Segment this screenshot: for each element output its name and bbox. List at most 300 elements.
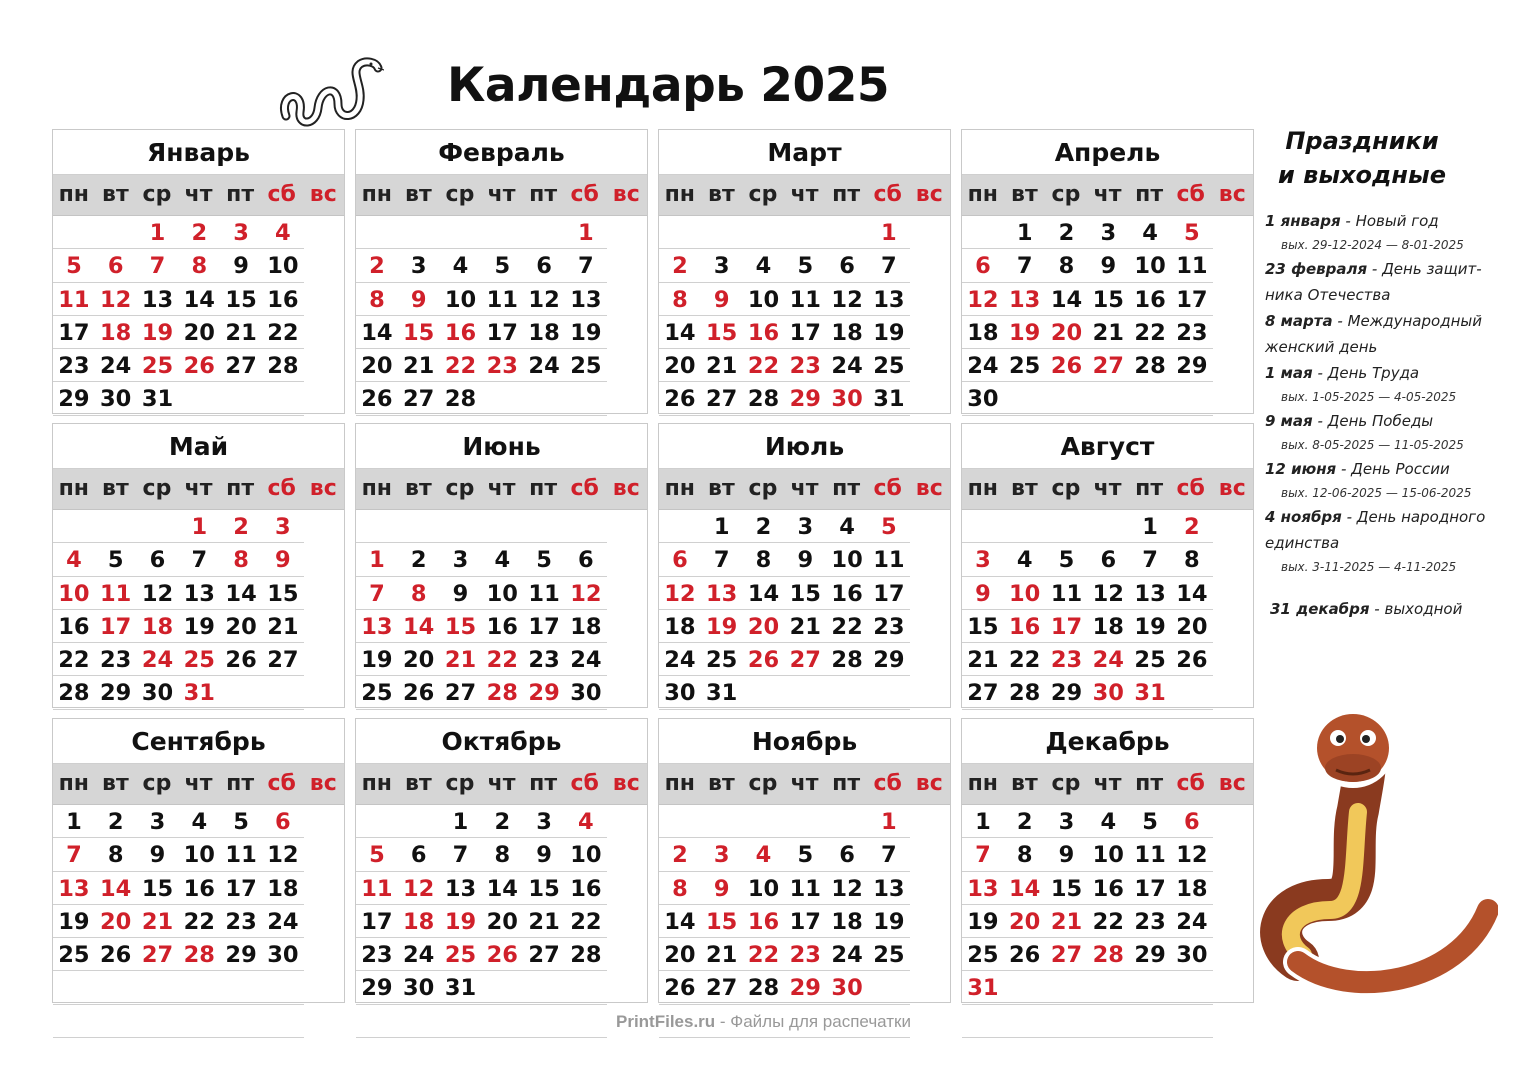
day-cell: 20: [178, 316, 220, 349]
snake-cartoon-icon: [1258, 700, 1498, 1000]
weekday-label: пн: [58, 771, 89, 796]
day-cell: [1087, 971, 1129, 1004]
day-cell: 17: [356, 905, 398, 938]
day-cell: 7: [1004, 249, 1046, 282]
day-cell: 2: [1171, 510, 1213, 543]
day-cell: 2: [659, 249, 701, 282]
day-cell: 23: [1171, 316, 1213, 349]
day-cell: [1129, 971, 1171, 1004]
day-cell: 16: [1087, 872, 1129, 905]
holiday-name-cont: единства: [1265, 534, 1340, 552]
weekday-label: вт: [102, 476, 129, 501]
day-cell: 9: [1046, 838, 1088, 871]
weekday-label: вс: [915, 182, 943, 207]
day-cell: 25: [137, 349, 179, 382]
day-cell: 4: [1129, 216, 1171, 249]
day-cell: [962, 216, 1004, 249]
day-cell: 3: [1087, 216, 1129, 249]
day-cell: 10: [1087, 838, 1129, 871]
day-cell: 12: [826, 283, 868, 316]
holiday-days-off: вых. 29-12-2024 — 8-01-2025: [1281, 238, 1464, 252]
day-cell: 25: [868, 938, 910, 971]
day-cell: 16: [53, 610, 95, 643]
day-cell: 2: [1004, 805, 1046, 838]
day-cell: 28: [53, 676, 95, 709]
weekday-label: пт: [1135, 182, 1164, 207]
day-cell: 6: [1087, 543, 1129, 576]
day-cell: 15: [784, 577, 826, 610]
weekday-label: ср: [748, 771, 778, 796]
day-cell: [1087, 510, 1129, 543]
day-cell: 28: [743, 971, 785, 1004]
day-cell: 14: [356, 316, 398, 349]
day-cell: 8: [1171, 543, 1213, 576]
day-cell: 28: [1087, 938, 1129, 971]
month-block: [52, 718, 345, 1003]
day-cell: 11: [523, 577, 565, 610]
day-cell: [565, 382, 607, 415]
day-cell: 29: [356, 971, 398, 1004]
day-cell: 22: [262, 316, 304, 349]
weekday-label: ср: [142, 476, 172, 501]
day-cell: [1004, 382, 1046, 415]
weekday-label: чт: [184, 771, 213, 796]
day-cell: [868, 971, 910, 1004]
day-cell: 8: [659, 872, 701, 905]
day-cell: 12: [1087, 577, 1129, 610]
day-cell: 1: [178, 510, 220, 543]
day-cell: 27: [440, 676, 482, 709]
day-cell: 28: [743, 382, 785, 415]
days-grid: [962, 805, 1253, 1038]
day-cell: 30: [962, 382, 1004, 415]
day-cell: 18: [523, 316, 565, 349]
day-cell: 26: [1171, 643, 1213, 676]
day-cell: 28: [1004, 676, 1046, 709]
day-cell: 17: [220, 872, 262, 905]
weekday-label: вс: [309, 771, 337, 796]
month-title: Июль: [659, 424, 950, 469]
day-cell: [53, 971, 95, 1004]
holiday-date: 4 ноября: [1265, 508, 1342, 526]
weekday-label: сб: [267, 476, 296, 501]
weekday-label: пн: [967, 771, 998, 796]
day-cell: 22: [565, 905, 607, 938]
day-cell: 18: [137, 610, 179, 643]
weekday-label: пт: [529, 182, 558, 207]
day-cell: 29: [868, 643, 910, 676]
day-cell: [398, 510, 440, 543]
day-cell: 5: [868, 510, 910, 543]
day-cell: 25: [868, 349, 910, 382]
day-cell: 15: [220, 283, 262, 316]
day-cell: 13: [868, 283, 910, 316]
day-cell: 24: [1171, 905, 1213, 938]
day-cell: 5: [95, 543, 137, 576]
day-cell: [53, 216, 95, 249]
day-cell: [523, 971, 565, 1004]
day-cell: 15: [440, 610, 482, 643]
day-cell: 7: [53, 838, 95, 871]
weekday-label: вт: [708, 771, 735, 796]
holiday-name-cont: женский день: [1265, 338, 1378, 356]
day-cell: [481, 216, 523, 249]
day-cell: 13: [962, 872, 1004, 905]
footer: [0, 1012, 1527, 1032]
weekday-label: пт: [832, 476, 861, 501]
day-cell: 7: [701, 543, 743, 576]
day-cell: 13: [137, 283, 179, 316]
day-cell: 21: [523, 905, 565, 938]
day-cell: 2: [178, 216, 220, 249]
day-cell: 25: [356, 676, 398, 709]
weekday-label: пт: [529, 771, 558, 796]
day-cell: 3: [262, 510, 304, 543]
day-cell: 13: [356, 610, 398, 643]
day-cell: 5: [1129, 805, 1171, 838]
day-cell: 26: [220, 643, 262, 676]
day-cell: 20: [743, 610, 785, 643]
weekday-label: сб: [1176, 771, 1205, 796]
day-cell: [1046, 510, 1088, 543]
day-cell: 27: [220, 349, 262, 382]
day-cell: 20: [398, 643, 440, 676]
day-cell: 12: [398, 872, 440, 905]
day-cell: 9: [398, 283, 440, 316]
month-block: [52, 423, 345, 708]
day-cell: 27: [701, 971, 743, 1004]
day-cell: 24: [398, 938, 440, 971]
weekday-row: [356, 175, 647, 216]
day-cell: 20: [220, 610, 262, 643]
day-cell: [565, 510, 607, 543]
day-cell: 22: [743, 349, 785, 382]
day-cell: 12: [262, 838, 304, 871]
day-cell: 14: [659, 905, 701, 938]
day-cell: 30: [826, 971, 868, 1004]
day-cell: 23: [481, 349, 523, 382]
day-cell: 26: [95, 938, 137, 971]
day-cell: 12: [659, 577, 701, 610]
day-cell: 24: [523, 349, 565, 382]
day-cell: 7: [868, 249, 910, 282]
day-cell: 11: [868, 543, 910, 576]
day-cell: 5: [784, 249, 826, 282]
day-cell: 21: [962, 643, 1004, 676]
day-cell: 14: [1171, 577, 1213, 610]
day-cell: 30: [826, 382, 868, 415]
day-cell: 9: [220, 249, 262, 282]
weekday-label: вс: [1218, 771, 1246, 796]
day-cell: 21: [137, 905, 179, 938]
day-cell: 6: [659, 543, 701, 576]
weekday-label: пт: [1135, 476, 1164, 501]
day-cell: 27: [962, 676, 1004, 709]
holiday-item: 12 июня - День России: [1265, 460, 1450, 478]
day-cell: 26: [178, 349, 220, 382]
day-cell: 19: [356, 643, 398, 676]
footer-site[interactable]: PrintFiles.ru: [616, 1012, 716, 1031]
day-cell: 18: [826, 316, 868, 349]
day-cell: 6: [1171, 805, 1213, 838]
day-cell: 27: [398, 382, 440, 415]
day-cell: 10: [440, 283, 482, 316]
day-cell: 1: [701, 510, 743, 543]
day-cell: 3: [784, 510, 826, 543]
days-grid: [53, 805, 344, 1038]
day-cell: 30: [137, 676, 179, 709]
day-cell: 8: [178, 249, 220, 282]
day-cell: 2: [743, 510, 785, 543]
day-cell: [1171, 382, 1213, 415]
day-cell: 1: [1004, 216, 1046, 249]
day-cell: [95, 510, 137, 543]
day-cell: 30: [95, 382, 137, 415]
day-cell: 18: [398, 905, 440, 938]
day-cell: [659, 216, 701, 249]
day-cell: 4: [262, 216, 304, 249]
day-cell: 19: [868, 905, 910, 938]
day-cell: 8: [220, 543, 262, 576]
month-title: Сентябрь: [53, 719, 344, 764]
day-cell: 28: [440, 382, 482, 415]
day-cell: [137, 510, 179, 543]
day-cell: 25: [53, 938, 95, 971]
day-cell: 16: [1129, 283, 1171, 316]
day-cell: 13: [868, 872, 910, 905]
day-cell: [53, 510, 95, 543]
day-cell: [1171, 971, 1213, 1004]
day-cell: 26: [398, 676, 440, 709]
day-cell: 15: [262, 577, 304, 610]
day-cell: 19: [440, 905, 482, 938]
day-cell: 8: [481, 838, 523, 871]
month-block: [658, 718, 951, 1003]
day-cell: 4: [53, 543, 95, 576]
day-cell: 15: [701, 905, 743, 938]
days-grid: [356, 216, 647, 449]
holiday-days-off: вых. 1-05-2025 — 4-05-2025: [1281, 390, 1457, 404]
day-cell: 24: [137, 643, 179, 676]
day-cell: 27: [784, 643, 826, 676]
day-cell: 21: [1046, 905, 1088, 938]
weekday-label: чт: [1093, 476, 1122, 501]
day-cell: 12: [962, 283, 1004, 316]
days-grid: [659, 216, 950, 449]
day-cell: 7: [178, 543, 220, 576]
weekday-label: вт: [1011, 476, 1038, 501]
month-title: Июнь: [356, 424, 647, 469]
holidays-title: Праздники и выходные: [1278, 127, 1446, 189]
month-block: [658, 423, 951, 708]
day-cell: 8: [1046, 249, 1088, 282]
weekday-label: пн: [967, 182, 998, 207]
day-cell: 15: [1046, 872, 1088, 905]
day-cell: 26: [356, 382, 398, 415]
holiday-date: 1 января: [1265, 212, 1341, 230]
day-cell: 11: [53, 283, 95, 316]
day-cell: 4: [481, 543, 523, 576]
month-block: [961, 129, 1254, 414]
day-cell: 21: [220, 316, 262, 349]
day-cell: 28: [826, 643, 868, 676]
weekday-label: пн: [664, 476, 695, 501]
days-grid: [356, 805, 647, 1038]
day-cell: [95, 971, 137, 1004]
weekday-row: [659, 469, 950, 510]
day-cell: 1: [868, 805, 910, 838]
day-cell: 2: [356, 249, 398, 282]
month-title: Февраль: [356, 130, 647, 175]
weekday-label: пт: [226, 476, 255, 501]
day-cell: 17: [868, 577, 910, 610]
day-cell: [659, 805, 701, 838]
day-cell: 29: [784, 971, 826, 1004]
day-cell: 15: [701, 316, 743, 349]
weekday-label: чт: [790, 182, 819, 207]
day-cell: 16: [743, 316, 785, 349]
day-cell: 17: [1171, 283, 1213, 316]
day-cell: 16: [565, 872, 607, 905]
weekday-label: пн: [58, 476, 89, 501]
day-cell: 13: [1129, 577, 1171, 610]
day-cell: 13: [178, 577, 220, 610]
day-cell: 5: [481, 249, 523, 282]
day-cell: 6: [962, 249, 1004, 282]
weekday-label: ср: [748, 476, 778, 501]
day-cell: 12: [95, 283, 137, 316]
weekday-label: вс: [915, 476, 943, 501]
holiday-name-cont: ника Отечества: [1265, 286, 1391, 304]
day-cell: 16: [1004, 610, 1046, 643]
day-cell: 18: [962, 316, 1004, 349]
day-cell: 2: [398, 543, 440, 576]
day-cell: 28: [1129, 349, 1171, 382]
day-cell: 26: [481, 938, 523, 971]
day-cell: 6: [826, 249, 868, 282]
weekday-label: вс: [612, 771, 640, 796]
day-cell: 24: [1087, 643, 1129, 676]
weekday-label: пн: [664, 182, 695, 207]
holiday-name: День защит-: [1382, 260, 1482, 278]
day-cell: 22: [1004, 643, 1046, 676]
month-title: Январь: [53, 130, 344, 175]
weekday-label: вс: [915, 771, 943, 796]
day-cell: 5: [220, 805, 262, 838]
weekday-label: сб: [570, 771, 599, 796]
day-cell: 3: [1046, 805, 1088, 838]
day-cell: 23: [356, 938, 398, 971]
day-cell: 5: [784, 838, 826, 871]
day-cell: 7: [356, 577, 398, 610]
day-cell: 22: [1087, 905, 1129, 938]
weekday-label: сб: [267, 771, 296, 796]
weekday-label: пт: [1135, 771, 1164, 796]
day-cell: 4: [743, 838, 785, 871]
month-title: Декабрь: [962, 719, 1253, 764]
weekday-label: чт: [1093, 182, 1122, 207]
day-cell: [743, 676, 785, 709]
holiday-name: Новый год: [1355, 212, 1439, 230]
day-cell: 30: [565, 676, 607, 709]
day-cell: [1004, 971, 1046, 1004]
weekday-label: сб: [873, 771, 902, 796]
day-cell: 14: [659, 316, 701, 349]
day-cell: 27: [137, 938, 179, 971]
day-cell: 18: [1087, 610, 1129, 643]
day-cell: 17: [53, 316, 95, 349]
day-cell: 3: [962, 543, 1004, 576]
day-cell: 4: [565, 805, 607, 838]
day-cell: 7: [440, 838, 482, 871]
weekday-label: вс: [612, 182, 640, 207]
day-cell: 1: [356, 543, 398, 576]
day-cell: 26: [1004, 938, 1046, 971]
day-cell: 30: [659, 676, 701, 709]
day-cell: 25: [1004, 349, 1046, 382]
weekday-row: [53, 175, 344, 216]
weekday-label: вт: [405, 476, 432, 501]
day-cell: 20: [481, 905, 523, 938]
day-cell: 24: [95, 349, 137, 382]
day-cell: 4: [178, 805, 220, 838]
weekday-label: ср: [142, 182, 172, 207]
day-cell: 29: [784, 382, 826, 415]
day-cell: [784, 805, 826, 838]
day-cell: [220, 382, 262, 415]
day-cell: 14: [1046, 283, 1088, 316]
month-title: Октябрь: [356, 719, 647, 764]
day-cell: 25: [1129, 643, 1171, 676]
day-cell: 4: [440, 249, 482, 282]
day-cell: [440, 510, 482, 543]
day-cell: 1: [53, 805, 95, 838]
weekday-label: пт: [226, 182, 255, 207]
holiday-item: 23 февраля - День защит-: [1265, 260, 1482, 278]
weekday-row: [659, 175, 950, 216]
day-cell: 4: [1087, 805, 1129, 838]
weekday-label: вт: [102, 182, 129, 207]
day-cell: 11: [784, 283, 826, 316]
day-cell: 31: [868, 382, 910, 415]
weekday-row: [659, 764, 950, 805]
holiday-date: 23 февраля: [1265, 260, 1368, 278]
day-cell: 12: [1171, 838, 1213, 871]
day-cell: 10: [743, 283, 785, 316]
weekday-label: сб: [267, 182, 296, 207]
month-block: [355, 129, 648, 414]
day-cell: 2: [220, 510, 262, 543]
holiday-name: День Победы: [1327, 412, 1434, 430]
day-cell: [356, 510, 398, 543]
weekday-label: пн: [361, 771, 392, 796]
month-block: [355, 423, 648, 708]
holiday-date: 8 марта: [1265, 312, 1333, 330]
day-cell: 11: [1129, 838, 1171, 871]
day-cell: 29: [1046, 676, 1088, 709]
weekday-label: вс: [1218, 476, 1246, 501]
day-cell: 9: [523, 838, 565, 871]
day-cell: 1: [137, 216, 179, 249]
day-cell: 13: [1004, 283, 1046, 316]
weekday-label: ср: [1051, 771, 1081, 796]
day-cell: 17: [481, 316, 523, 349]
month-block: [355, 718, 648, 1003]
day-cell: [262, 382, 304, 415]
day-cell: 11: [784, 872, 826, 905]
day-cell: 23: [868, 610, 910, 643]
month-block: [658, 129, 951, 414]
